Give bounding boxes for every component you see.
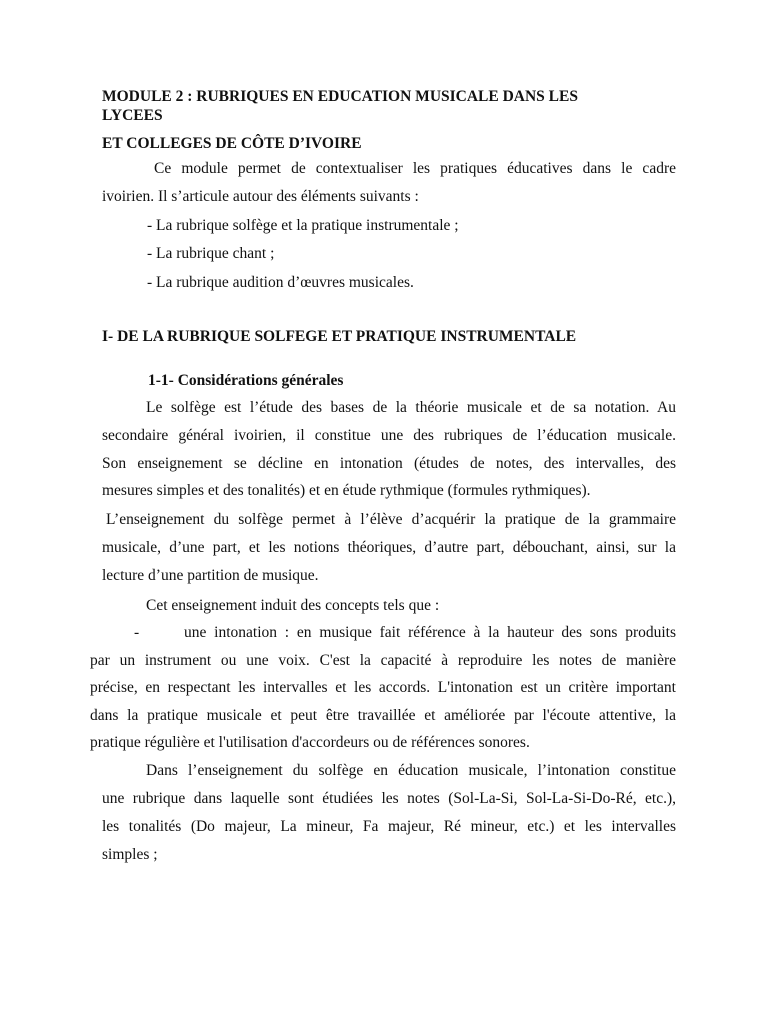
module-title-line1: MODULE 2 : RUBRIQUES EN EDUCATION MUSICALE DANS LES: [102, 88, 578, 105]
paragraph-line: mesures simples et des tonalités) et en étude rythmique (formules rythmiques).: [102, 482, 591, 499]
paragraph-line: lecture d’une partition de musique.: [102, 567, 319, 584]
paragraph-line: une rubrique dans laquelle sont étudiées les notes (Sol-La-Si, Sol-La-Si-Do-Ré, etc.),: [102, 790, 676, 807]
paragraph-line: musicale, d’une part, et les notions théoriques, d’autre part, débouchant, ainsi, sur la: [102, 539, 676, 556]
module-title-line3: ET COLLEGES DE CÔTE D’IVOIRE: [102, 135, 362, 152]
paragraph-line: Son enseignement se décline en intonation (études de notes, des intervalles, des: [102, 455, 676, 472]
definition-line: pratique régulière et l'utilisation d'accordeurs ou de références sonores.: [90, 734, 530, 751]
paragraph-line: Cet enseignement induit des concepts tels que :: [146, 597, 440, 614]
paragraph-line: secondaire général ivoirien, il constitue une des rubriques de l’éducation musicale.: [102, 427, 676, 444]
subsection-heading: 1-1- Considérations générales: [148, 372, 344, 389]
bullet-item: - La rubrique chant ;: [147, 245, 275, 262]
paragraph-line: Dans l’enseignement du solfège en éducation musicale, l’intonation constitue: [146, 762, 676, 779]
definition-line: dans la pratique musicale et peut être travaillée et améliorée par l'écoute attentive, la: [90, 707, 676, 724]
definition-dash: -: [134, 624, 140, 641]
paragraph-line: L’enseignement du solfège permet à l’élève d’acquérir la pratique de la grammaire: [106, 511, 676, 528]
definition-line: précise, en respectant les intervalles et les accords. L'intonation est un critère important: [90, 679, 676, 696]
bullet-item: - La rubrique solfège et la pratique instrumentale ;: [147, 217, 459, 234]
intro-line: ivoirien. Il s’articule autour des éléments suivants :: [102, 188, 419, 205]
paragraph-line: les tonalités (Do majeur, La mineur, Fa majeur, Ré mineur, etc.) et les intervalles: [102, 818, 676, 835]
paragraph-line: simples ;: [102, 846, 158, 863]
definition-line: une intonation : en musique fait référence à la hauteur des sons produits: [184, 624, 676, 641]
paragraph-line: Le solfège est l’étude des bases de la théorie musicale et de sa notation. Au: [146, 399, 676, 416]
bullet-item: - La rubrique audition d’œuvres musicales.: [147, 274, 414, 291]
intro-line: Ce module permet de contextualiser les pratiques éducatives dans le cadre: [154, 160, 676, 177]
module-title-line2: LYCEES: [102, 107, 163, 124]
definition-line: par un instrument ou une voix. C'est la capacité à reproduire les notes de manière: [90, 652, 676, 669]
section-heading: I- DE LA RUBRIQUE SOLFEGE ET PRATIQUE INSTRUMENTALE: [102, 328, 577, 345]
